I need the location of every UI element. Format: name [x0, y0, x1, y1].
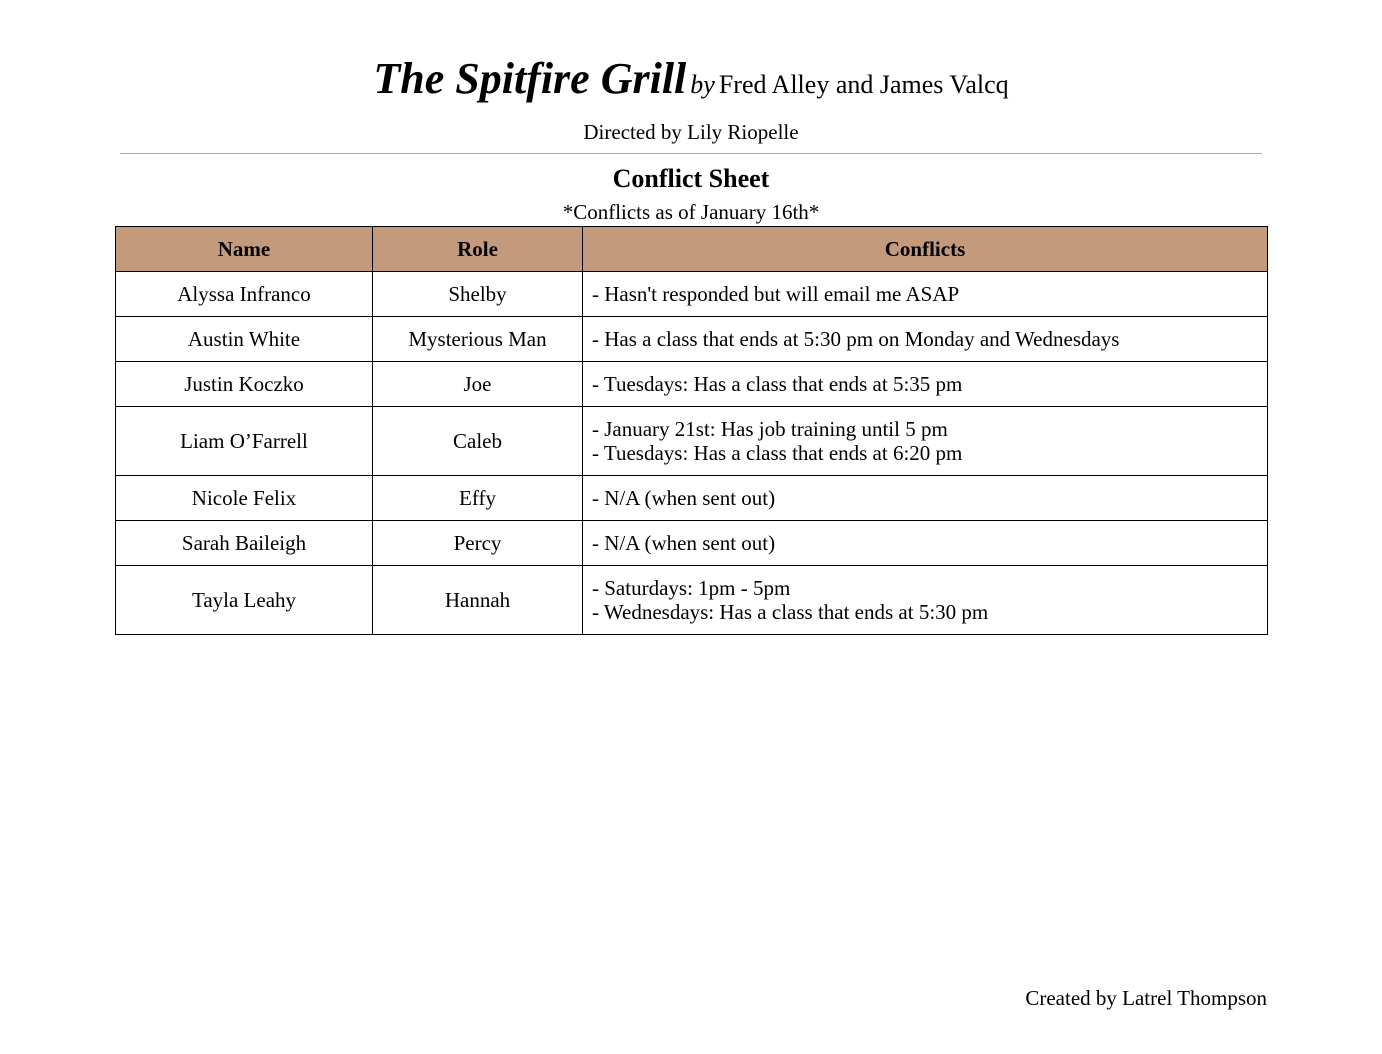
conflict-line: - Has a class that ends at 5:30 pm on Monday and Wednesdays [592, 327, 1120, 351]
cell-name: Sarah Baileigh [116, 521, 373, 566]
table-header-row [116, 227, 1268, 272]
cell-name: Liam O’Farrell [116, 407, 373, 476]
cell-role: Hannah [373, 566, 583, 635]
table-row [116, 521, 1268, 566]
conflict-table [115, 226, 1268, 635]
conflict-line: - January 21st: Has job training until 5 pm [592, 417, 948, 441]
as-of-note: *Conflicts as of January 16th* [562, 200, 820, 224]
cell-role: Caleb [373, 407, 583, 476]
table-row [116, 317, 1268, 362]
conflict-line: - Tuesdays: Has a class that ends at 6:20 pm [592, 441, 963, 465]
sheet-title: Conflict Sheet [612, 164, 770, 193]
cell-role: Shelby [373, 272, 583, 317]
table-row [116, 362, 1268, 407]
show-title: The Spitfire Grill [373, 54, 687, 103]
conflict-line: - Saturdays: 1pm - 5pm [592, 576, 791, 600]
cell-role: Effy [373, 476, 583, 521]
authors: Fred Alley and James Valcq [718, 70, 1009, 99]
cell-conflicts [583, 566, 1268, 635]
cell-conflicts [583, 317, 1268, 362]
cell-conflicts [583, 407, 1268, 476]
cell-name: Justin Koczko [116, 362, 373, 407]
cell-conflicts [583, 521, 1268, 566]
column-header-name: Name [116, 227, 373, 272]
conflict-line: - Hasn't responded but will email me ASAP [592, 282, 960, 306]
cell-name: Austin White [116, 317, 373, 362]
table-row [116, 407, 1268, 476]
divider [120, 153, 1262, 154]
conflict-line: - Wednesdays: Has a class that ends at 5:30 pm [592, 600, 989, 624]
table-row [116, 272, 1268, 317]
cell-name: Nicole Felix [116, 476, 373, 521]
cell-role: Joe [373, 362, 583, 407]
conflict-line: - N/A (when sent out) [592, 531, 776, 555]
director-line: Directed by Lily Riopelle [583, 120, 799, 144]
title-line [0, 52, 1382, 116]
document-header [0, 52, 1382, 146]
table-row [116, 476, 1268, 521]
column-header-role: Role [373, 227, 583, 272]
conflict-line: - Tuesdays: Has a class that ends at 5:35 pm [592, 372, 963, 396]
column-header-conflicts: Conflicts [583, 227, 1268, 272]
cell-conflicts [583, 362, 1268, 407]
cell-role: Percy [373, 521, 583, 566]
by-word: by [690, 70, 715, 99]
credit-footer: Created by Latrel Thompson [1025, 986, 1267, 1010]
table-row [116, 566, 1268, 635]
cell-name: Alyssa Infranco [116, 272, 373, 317]
cell-conflicts [583, 272, 1268, 317]
cell-name: Tayla Leahy [116, 566, 373, 635]
cell-role: Mysterious Man [373, 317, 583, 362]
conflict-line: - N/A (when sent out) [592, 486, 776, 510]
cell-conflicts [583, 476, 1268, 521]
